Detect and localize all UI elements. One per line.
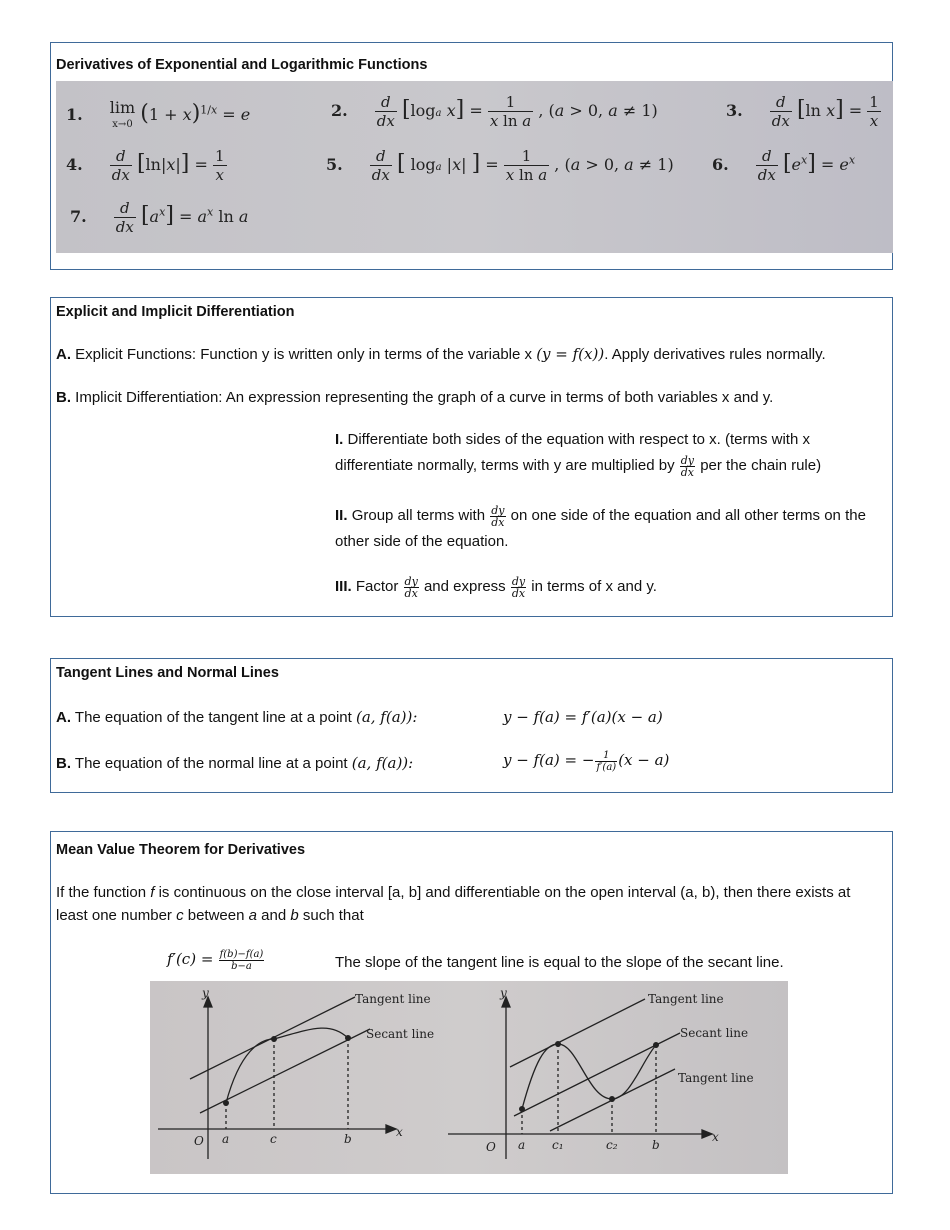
formula-5: 5. $\frac{d}{dx}$ [ loga |x| ] = $\frac{1}{\text{x ln a}}$ , (a > 0, a ≠ 1): [326, 147, 674, 184]
formula-4: 4. $\frac{d}{dx}$ [ln|x|] = $\frac{1}{x}$: [66, 147, 225, 184]
mvt-equation: f′(c) = $\frac{f(b)-f(a)}{b-a}$: [167, 948, 264, 972]
normal-line-text: B. The equation of the normal line at a point (a, f(a)):: [56, 754, 414, 772]
right-point-b: [653, 1042, 659, 1048]
implicit-paragraph: B. Implicit Differentiation: An expression representing the graph of a curve in terms of both variables x and y.: [56, 389, 774, 406]
mvt-statement: If the function f is continuous on the close interval [a, b] and differentiable on the open interval (a, b), then there exists at least one number c between a and b such that: [56, 884, 851, 924]
left-tangent-label: Tangent line: [355, 992, 431, 1006]
right-c2-label: c₂: [606, 1138, 618, 1152]
step-1: I. Differentiate both sides of the equation with respect to x. (terms with x differentiate normally, terms with y are multiplied by $\frac{dy}{dx}$ per the chain rule): [335, 431, 822, 479]
left-y-label: y: [202, 986, 209, 1000]
section-title: Mean Value Theorem for Derivatives: [56, 842, 306, 858]
normal-line-equation: y − f(a) = − $\frac{1}{f'(a)}$ (x − a): [503, 749, 670, 773]
right-y-label: y: [500, 986, 507, 1000]
left-point-a: [223, 1100, 229, 1106]
right-point-a: [519, 1106, 525, 1112]
left-point-c: [271, 1036, 277, 1042]
right-b-label: b: [652, 1138, 660, 1152]
left-b-label: b: [344, 1132, 352, 1146]
left-point-b: [345, 1035, 351, 1041]
section-title: Derivatives of Exponential and Logarithmic Functions: [56, 57, 428, 73]
right-x-label: x: [712, 1130, 719, 1144]
section-title: Tangent Lines and Normal Lines: [56, 665, 279, 681]
right-x-arrow: [702, 1130, 712, 1138]
formula-3: 3. $\frac{d}{dx}$ [ln x] = $\frac{1}{x}$: [726, 93, 879, 130]
right-origin-label: O: [486, 1140, 496, 1154]
mvt-graphs: [150, 981, 788, 1174]
section-title: Explicit and Implicit Differentiation: [56, 304, 295, 320]
left-c-label: c: [270, 1132, 277, 1146]
right-tangent1-label: Tangent line: [648, 992, 724, 1006]
mvt-graphs-photo: [150, 981, 788, 1174]
formula-1: 1. lim x→0 $(1 + x)^{1/x} = e$: [66, 98, 251, 130]
left-a-label: a: [222, 1132, 230, 1146]
section-tangent-normal: [50, 658, 893, 793]
right-tangent-line-1: [510, 999, 645, 1067]
section-mean-value-theorem: [50, 831, 893, 1194]
section-explicit-implicit: [50, 297, 893, 617]
right-point-c2: [609, 1096, 615, 1102]
left-x-label: x: [396, 1125, 403, 1139]
left-origin-label: O: [194, 1134, 204, 1148]
tangent-line-text: A. The equation of the tangent line at a point (a, f(a)):: [56, 708, 418, 726]
right-point-c1: [555, 1041, 561, 1047]
right-tangent2-label: Tangent line: [678, 1071, 754, 1085]
left-secant-label: Secant line: [366, 1027, 435, 1041]
tangent-line-equation: y − f(a) = f′(a)(x − a): [503, 708, 663, 726]
explicit-paragraph: A. Explicit Functions: Function y is written only in terms of the variable x (y = f(x)). Apply derivatives rules normally.: [56, 345, 826, 363]
step-2: II. Group all terms with $\frac{dy}{dx}$ on one side of the equation and all other terms on the other side of the equation.: [335, 503, 866, 550]
formula-6: 6. $\frac{d}{dx}$ $[e^x] = e^x$: [712, 147, 856, 184]
step-3: III. Factor $\frac{dy}{dx}$ and express $\frac{dy}{dx}$ in terms of x and y.: [335, 574, 657, 600]
left-x-arrow: [386, 1125, 396, 1133]
right-a-label: a: [518, 1138, 526, 1152]
right-c1-label: c₁: [552, 1138, 564, 1152]
right-curve: [522, 1044, 656, 1109]
formula-7: 7. $\frac{d}{dx}$ $[a^x] = a^x$ ln a: [70, 199, 249, 236]
mvt-slope-text: The slope of the tangent line is equal to the slope of the secant line.: [335, 954, 784, 971]
section-exp-log-derivatives: [50, 42, 893, 270]
formula-2: 2. $\frac{d}{dx}$ [loga x] = $\frac{1}{\text{x ln a}}$ , (a > 0, a ≠ 1): [331, 93, 658, 130]
formula-photo: [56, 81, 893, 253]
right-secant-label: Secant line: [680, 1026, 749, 1040]
